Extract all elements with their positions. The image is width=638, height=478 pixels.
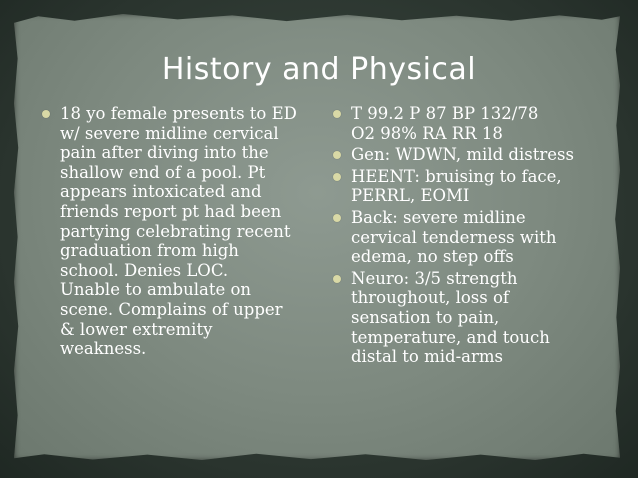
text-line: graduation from high [60,241,239,261]
text-line: appears intoxicated and [60,182,262,202]
text-line: T 99.2 P 87 BP 132/78 [351,104,539,123]
text-line: school. Denies LOC. [60,260,229,280]
bullet-item-back [333,208,611,267]
bullet-item-vitals [333,104,611,143]
bullet-icon [42,110,50,118]
text-line: 18 yo female presents to ED [60,104,297,123]
text-line: & lower extremity [60,319,213,339]
bullet-icon [333,151,341,159]
text-line: weakness. [60,339,147,359]
text-line: O2 98% RA RR 18 [351,123,503,143]
slide-title: History and Physical [161,52,477,87]
bullet-icon [333,214,341,222]
text-line: shallow end of a pool. Pt [60,162,266,182]
text-line: Back: severe midline [351,207,526,227]
text-line: distal to mid-arms [351,347,504,367]
text-line: Unable to ambulate on [60,280,252,300]
text-line: PERRL, EOMI [351,186,470,206]
text-line: pain after diving into the [60,143,269,163]
bullet-item-heent [333,167,611,206]
text-line: w/ severe midline cervical [60,123,279,143]
bullet-item-neuro [333,269,611,367]
bullet-icon [333,173,341,181]
text-line: cervical tenderness with [351,227,557,247]
bullet-icon [333,275,341,283]
text-line: Gen: WDWN, mild distress [351,145,574,165]
text-line: HEENT: bruising to face, [351,166,562,186]
text-line: sensation to pain, [351,307,500,327]
left-column [42,104,312,362]
text-line: throughout, loss of [351,288,510,308]
text-line: friends report pt had been [60,201,282,221]
text-line: scene. Complains of upper [60,299,283,319]
bullet-icon [333,110,341,118]
bullet-item-gen [333,145,611,165]
text-line: temperature, and touch [351,327,550,347]
text-line: edema, no step offs [351,247,514,267]
text-line: partying celebrating recent [60,221,291,241]
right-column [333,104,611,369]
bullet-item [42,104,312,359]
text-line: Neuro: 3/5 strength [351,268,518,288]
